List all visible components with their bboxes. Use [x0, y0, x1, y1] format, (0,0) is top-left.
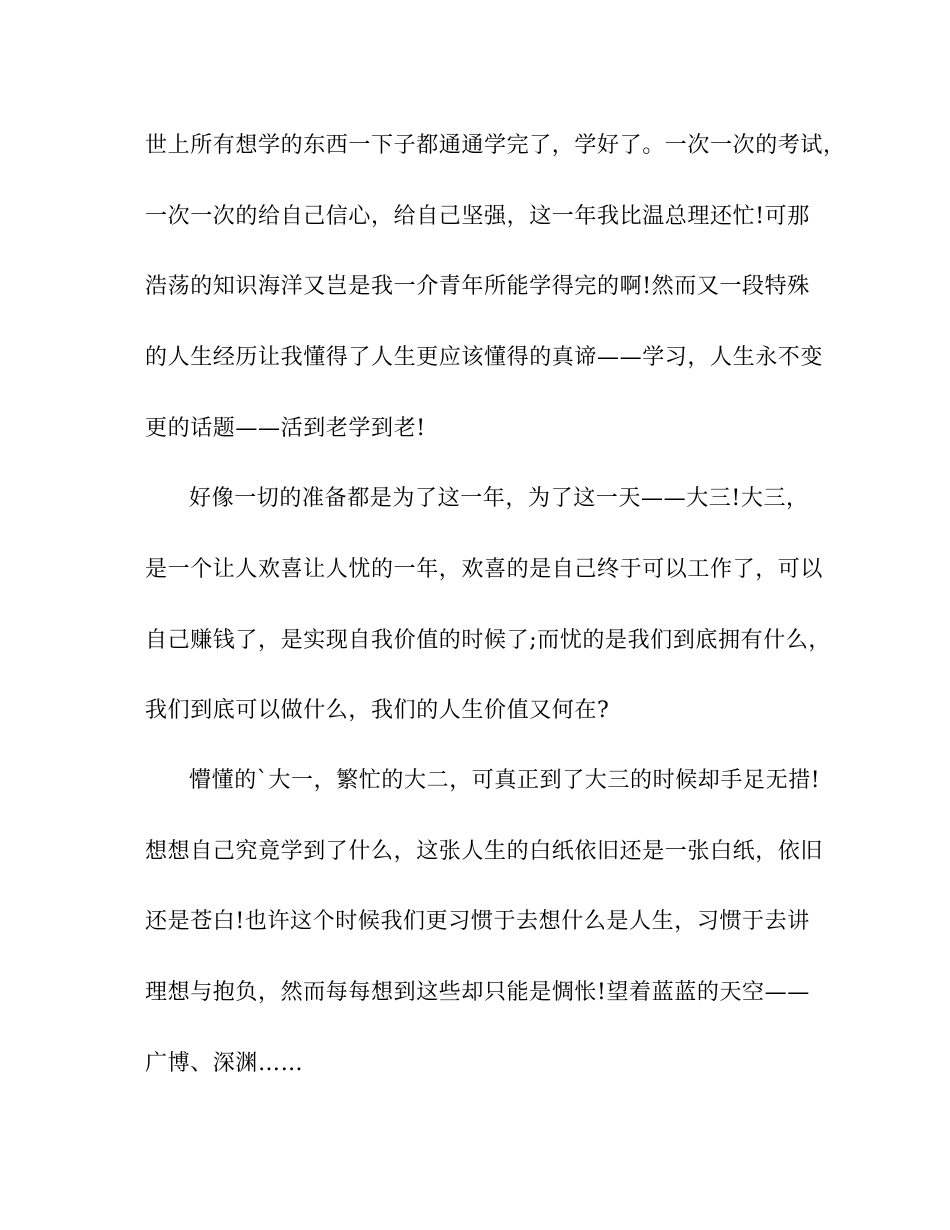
text-line: 还是苍白!也许这个时候我们更习惯于去想什么是人生，习惯于去讲 — [145, 909, 810, 934]
paragraph-first-line: 好像一切的准备都是为了这一年，为了这一天——大三!大三， — [189, 486, 809, 511]
text-line: 是一个让人欢喜让人忧的一年，欢喜的是自己终于可以工作了，可以 — [145, 557, 824, 582]
text-line: 广博、深渊…… — [145, 1051, 304, 1076]
text-line: 理想与抱负，然而每每想到这些却只能是惆怅!望着蓝蓝的天空—— — [145, 980, 810, 1005]
text-line: 想想自己究竟学到了什么，这张人生的白纸依旧还是一张白纸，依旧 — [145, 839, 824, 864]
text-line: 的人生经历让我懂得了人生更应该懂得的真谛——学习，人生永不变 — [145, 345, 824, 370]
text-line: 浩荡的知识海洋又岂是我一介青年所能学得完的啊!然而又一段特殊 — [145, 274, 810, 299]
text-line: 我们到底可以做什么，我们的人生价值又何在? — [145, 698, 610, 723]
text-line: 自己赚钱了，是实现自我价值的时候了;而忧的是我们到底拥有什么， — [145, 628, 832, 653]
text-line: 更的话题——活到老学到老! — [145, 416, 426, 441]
text-line: 世上所有想学的东西一下子都通通学完了，学好了。一次一次的考试， — [145, 133, 846, 158]
paragraph-first-line: 懵懂的`大一，繁忙的大二，可真正到了大三的时候却手足无措! — [189, 768, 821, 793]
text-line: 一次一次的给自己信心，给自己坚强，这一年我比温总理还忙!可那 — [145, 204, 810, 229]
